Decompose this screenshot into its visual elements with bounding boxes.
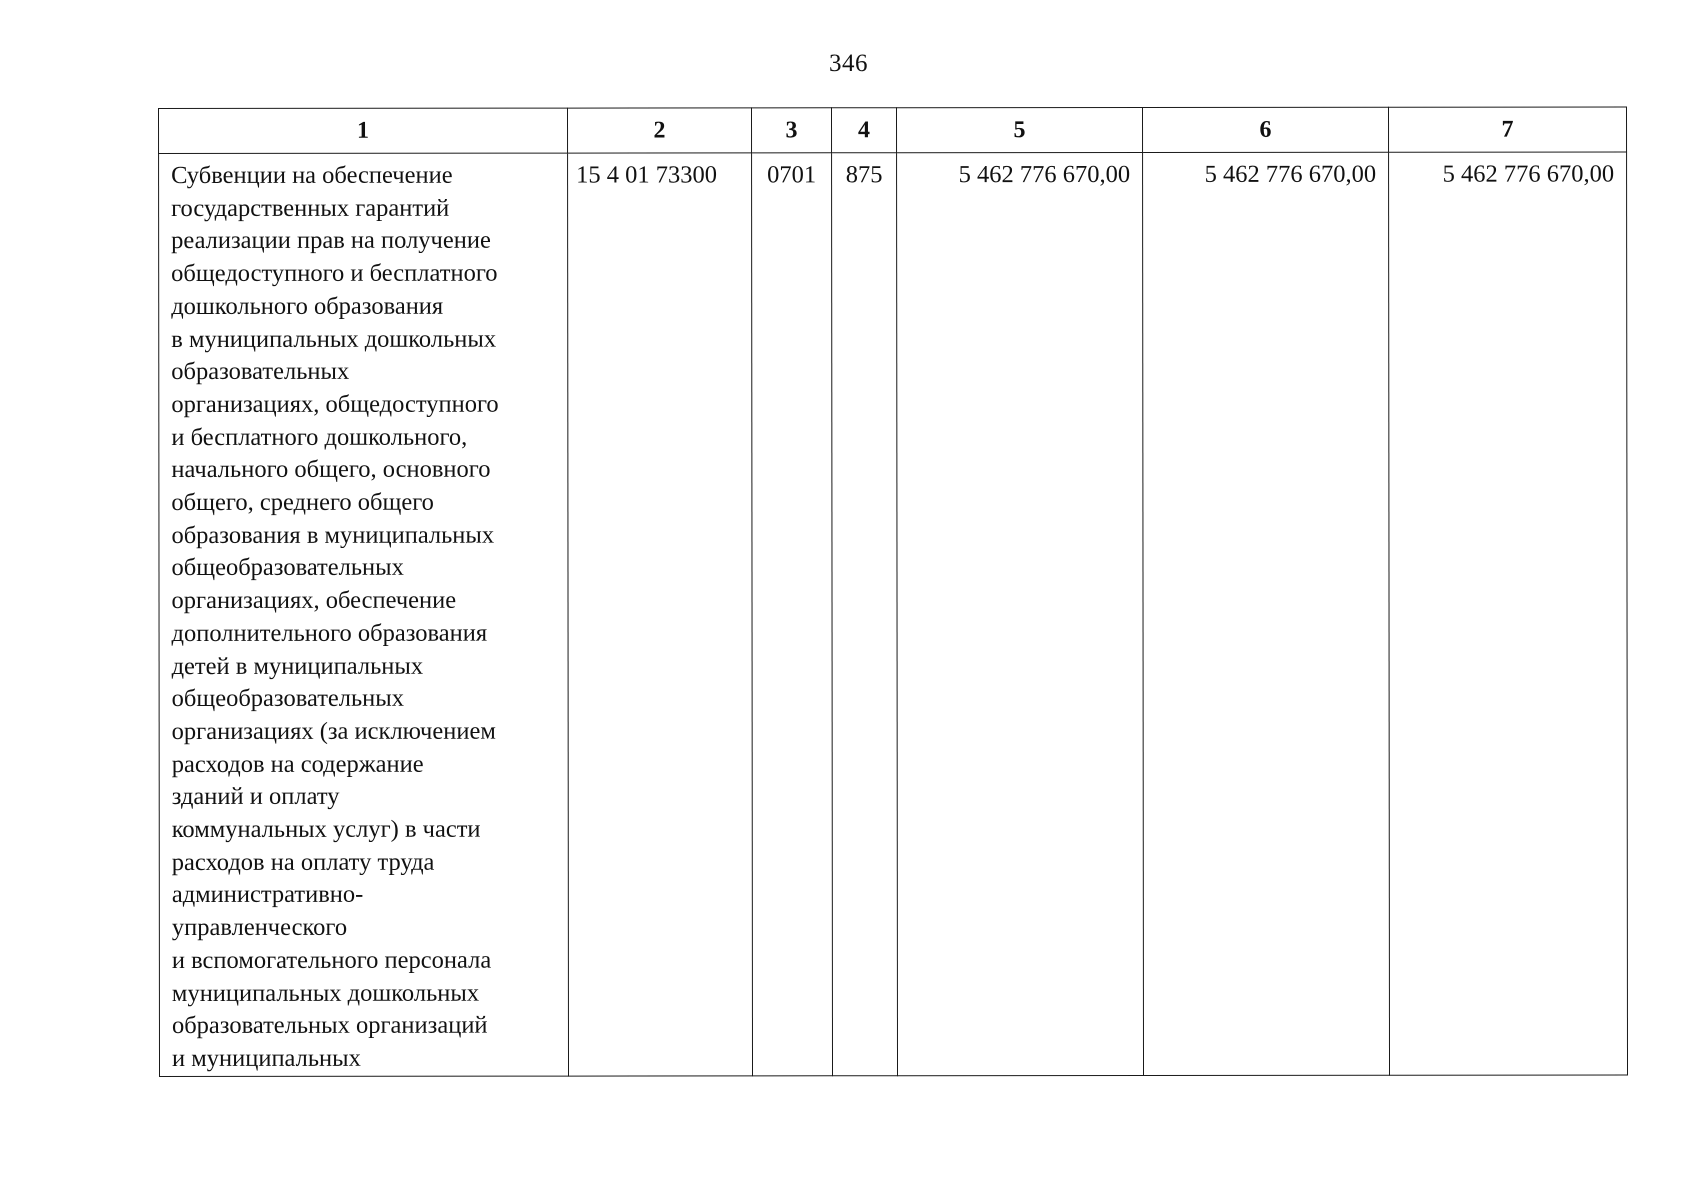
amount-7: 5 462 776 670,00	[1442, 160, 1615, 188]
column-header-2: 2	[568, 108, 752, 153]
section-code: 0701	[767, 161, 817, 189]
description-text	[159, 154, 568, 1076]
description-line: образования в муниципальных	[171, 521, 495, 549]
header-row	[159, 107, 1627, 154]
description-line: реализации прав на получение	[171, 227, 491, 255]
amount-5: 5 462 776 670,00	[958, 160, 1131, 189]
description-line: расходов на оплату труда	[171, 848, 435, 876]
amount-cell-5	[897, 152, 1144, 1075]
description-line: государственных гарантий	[171, 194, 450, 222]
column-header-7: 7	[1388, 107, 1626, 152]
budget-table	[158, 106, 1628, 1076]
description-line: детей в муниципальных	[171, 652, 424, 680]
description-line: общеобразовательных	[171, 684, 405, 713]
description-line: организациях, обеспечение	[171, 586, 457, 615]
description-line: и бесплатного дошкольного,	[171, 423, 468, 451]
section-cell	[752, 153, 833, 1076]
description-line: начального общего, основного	[171, 455, 491, 484]
page-number: 346	[829, 50, 868, 77]
description-line: зданий и оплату	[171, 783, 340, 811]
description-line: образовательных	[171, 358, 350, 386]
description-line: организациях, общедоступного	[171, 390, 499, 418]
column-header-1: 1	[159, 108, 568, 153]
table-row	[159, 152, 1628, 1076]
expense-type-cell	[832, 153, 898, 1076]
amount-cell-7	[1389, 152, 1628, 1075]
description-line: Субвенции на обеспечение	[171, 161, 453, 189]
description-cell	[159, 153, 569, 1076]
description-line: и муниципальных	[171, 1044, 361, 1072]
description-line: в муниципальных дошкольных	[171, 325, 497, 353]
expense-type-code: 875	[845, 161, 883, 189]
description-line: расходов на содержание	[171, 750, 424, 778]
column-header-6: 6	[1143, 107, 1389, 152]
target-code: 15 4 01 73300	[576, 161, 717, 189]
description-line: дополнительного образования	[171, 619, 488, 647]
column-header-5: 5	[897, 107, 1143, 152]
description-line: образовательных организаций	[171, 1011, 488, 1040]
column-header-4: 4	[832, 108, 897, 153]
description-line: общего, среднего общего	[171, 488, 434, 517]
description-line: административно-	[171, 881, 364, 909]
amount-6: 5 462 776 670,00	[1204, 160, 1377, 188]
description-line: и вспомогательного персонала	[171, 946, 492, 974]
description-line: организациях (за исключением	[171, 717, 496, 745]
description-line: муниципальных дошкольных	[171, 979, 480, 1007]
amount-cell-6	[1143, 152, 1390, 1075]
code-cell	[568, 153, 753, 1076]
description-line: управленческого	[171, 913, 348, 942]
description-line: общедоступного и бесплатного	[171, 259, 498, 288]
column-header-3: 3	[752, 108, 832, 153]
description-line: дошкольного образования	[171, 292, 444, 320]
description-line: общеобразовательных	[171, 554, 404, 582]
description-line: коммунальных услуг) в части	[171, 815, 481, 844]
